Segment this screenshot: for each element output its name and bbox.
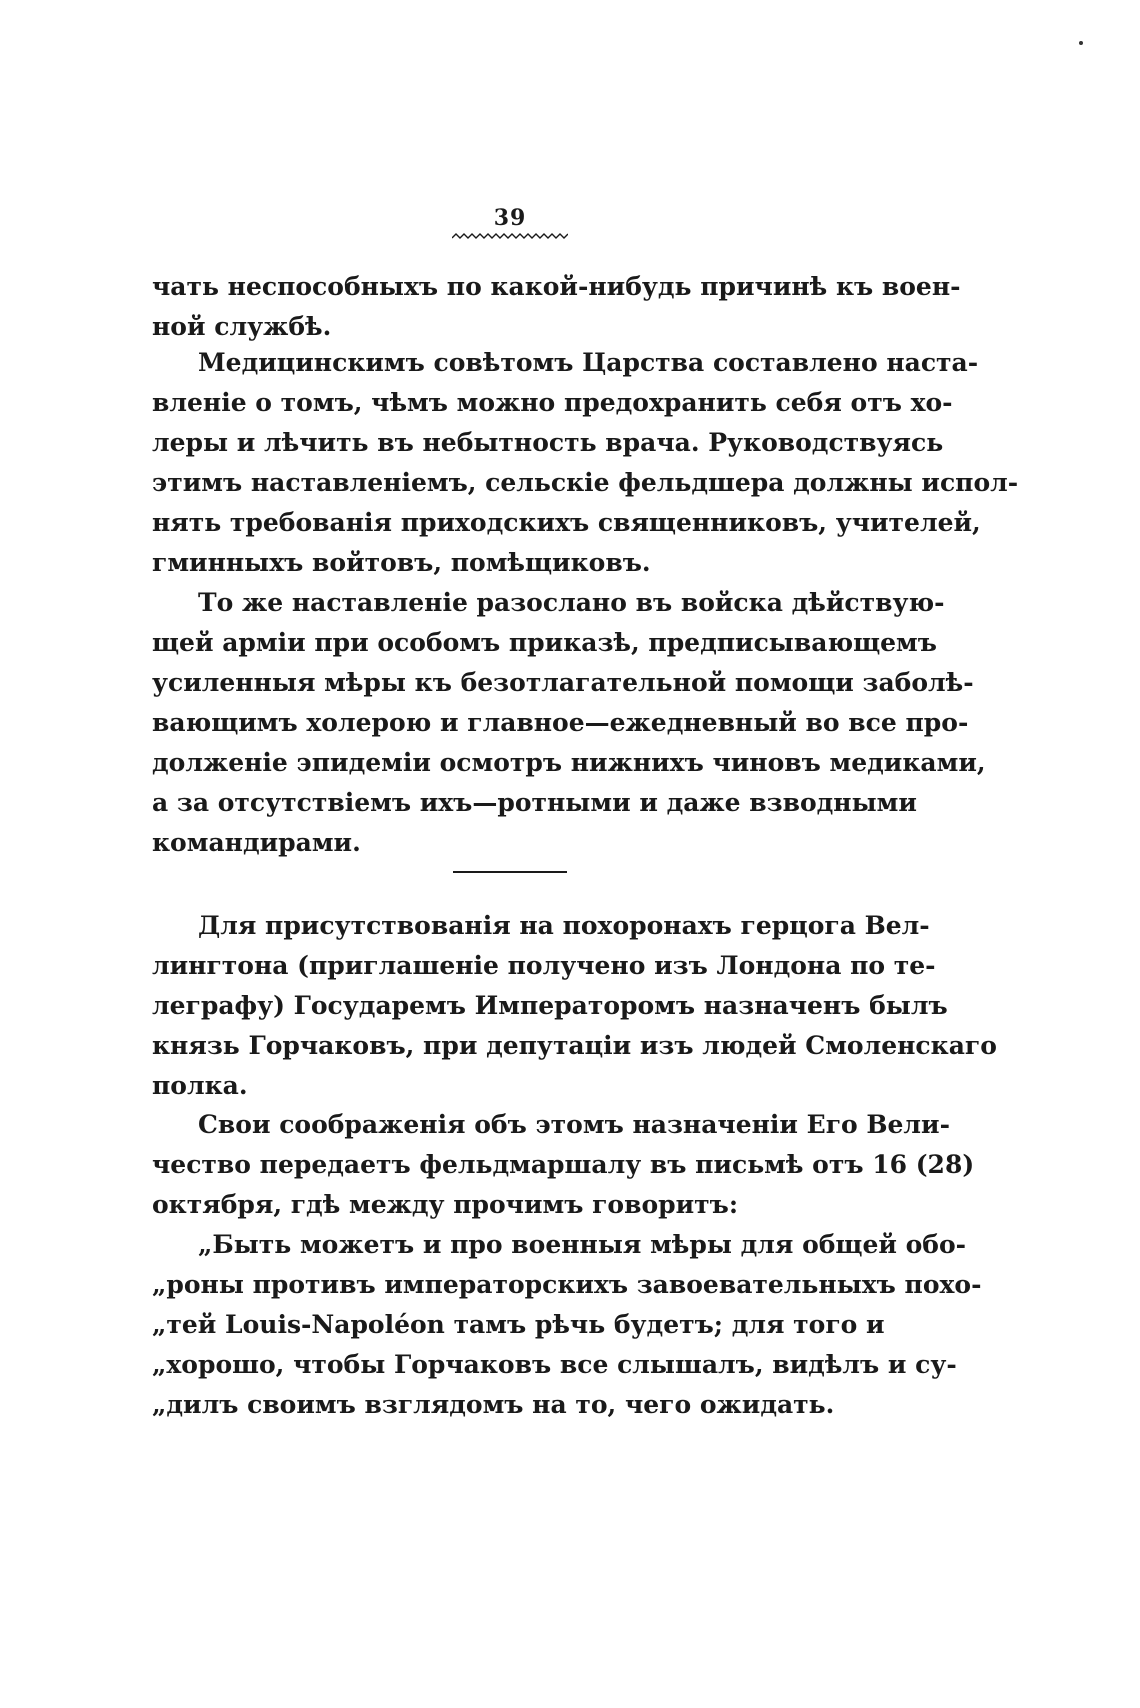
text-line: Свои соображенія объ этомъ назначеніи Его Вели- xyxy=(198,1110,950,1139)
text-line: князь Горчаковъ, при депутаціи изъ людей Смоленскаго xyxy=(152,1031,997,1060)
text-line: леры и лѣчить въ небытность врача. Руководствуясь xyxy=(152,428,944,457)
page-number: 39 xyxy=(493,205,527,231)
text-line: „хорошо, чтобы Горчаковъ все слышалъ, видѣлъ и су- xyxy=(152,1350,957,1379)
stray-ink-dot xyxy=(1079,41,1083,45)
text-line: Для присутствованія на похоронахъ герцога Вел- xyxy=(198,911,930,940)
paragraph-quotation xyxy=(152,1225,982,1425)
paragraph-medical-council xyxy=(152,343,1019,583)
text-line: усиленныя мѣры къ безотлагательной помощи заболѣ- xyxy=(152,668,974,697)
text-line: вленіе о томъ, чѣмъ можно предохранить себя отъ хо- xyxy=(152,388,953,417)
text-line: чать неспособныхъ по какой-нибудь причинѣ къ воен- xyxy=(152,272,961,301)
text-line: То же наставленіе разослано въ войска дѣйствую- xyxy=(198,588,945,617)
text-line: „Быть можетъ и про военныя мѣры для общей обо- xyxy=(198,1230,967,1259)
text-line: полка. xyxy=(152,1071,248,1100)
text-line: долженіе эпидеміи осмотръ нижнихъ чиновъ медиками, xyxy=(152,748,986,777)
text-line: а за отсутствіемъ ихъ—ротными и даже взводными xyxy=(152,788,917,817)
text-line: октября, гдѣ между прочимъ говоритъ: xyxy=(152,1190,739,1219)
paragraph-majesty-considerations xyxy=(152,1105,975,1225)
text-line: лингтона (приглашеніе получено изъ Лондона по те- xyxy=(152,951,936,980)
text-line: нять требованія приходскихъ священниковъ, учителей, xyxy=(152,508,981,537)
text-line: щей арміи при особомъ приказѣ, предписывающемъ xyxy=(152,628,937,657)
text-line: этимъ наставленіемъ, сельскіе фельдшера должны испол- xyxy=(152,468,1019,497)
paragraph-army-instruction xyxy=(152,583,986,863)
text-line: гминныхъ войтовъ, помѣщиковъ. xyxy=(152,548,651,577)
text-line: Медицинскимъ совѣтомъ Царства составлено наста- xyxy=(198,348,979,377)
text-line: „дилъ своимъ взглядомъ на то, чего ожидать. xyxy=(152,1390,835,1419)
paragraph-wellington-funeral xyxy=(152,906,997,1106)
paragraph-continuation xyxy=(152,267,961,347)
text-line: командирами. xyxy=(152,828,361,857)
wavy-ornament-icon xyxy=(452,232,568,240)
text-line: „роны противъ императорскихъ завоевательныхъ похо- xyxy=(152,1270,982,1299)
text-line: леграфу) Государемъ Императоромъ назначенъ былъ xyxy=(152,991,948,1020)
text-line: „тей Louis-Napoléon тамъ рѣчь будетъ; для того и xyxy=(152,1310,885,1339)
text-line: чество передаетъ фельдмаршалу въ письмѣ отъ 16 (28) xyxy=(152,1150,975,1179)
text-line: ной службѣ. xyxy=(152,312,332,341)
text-line: вающимъ холерою и главное—ежедневный во все про- xyxy=(152,708,969,737)
section-divider xyxy=(453,871,567,873)
